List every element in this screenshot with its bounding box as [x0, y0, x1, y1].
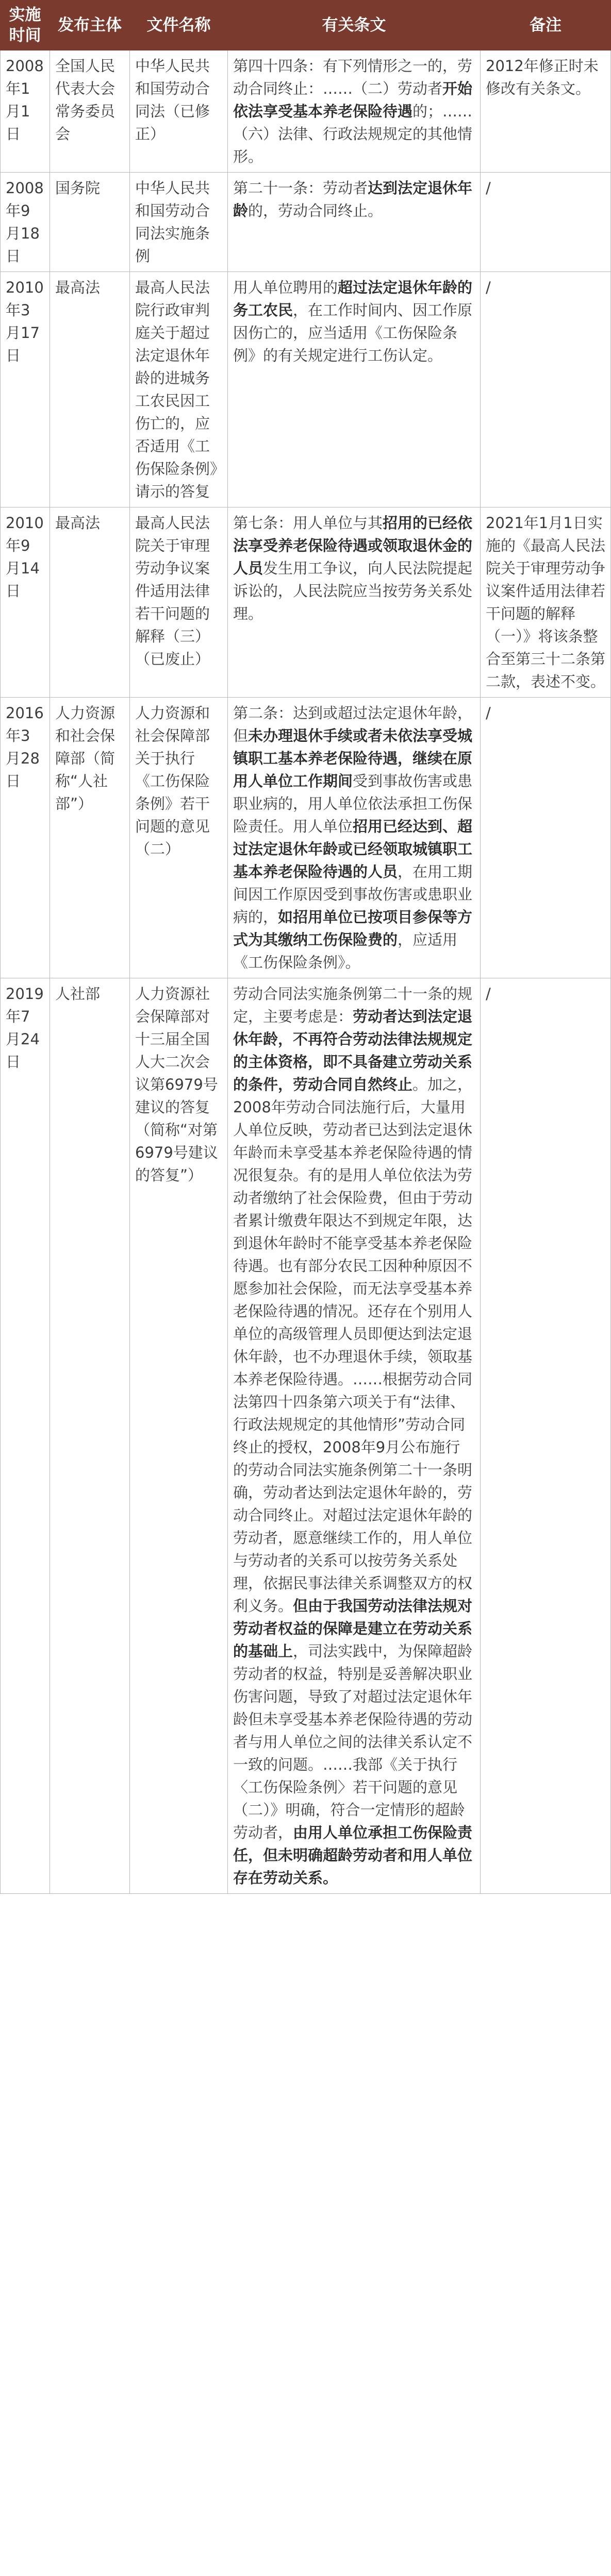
emphasis-text: 如招用单位已按项目参保等方式为其缴纳工伤保险费的	[233, 908, 473, 948]
cell-note: /	[481, 173, 611, 272]
table-row	[1, 507, 611, 698]
emphasis-text: 由用人单位承担工伤保险责任，但未明确超龄劳动者和用人单位存在劳动关系。	[233, 1824, 473, 1887]
cell-text	[228, 50, 481, 173]
cell-doc: 中华人民共和国劳动合同法（已修正）	[130, 50, 228, 173]
emphasis-text: 超过法定退休年龄的务工农民	[233, 279, 473, 319]
cell-date: 2016年3月28日	[1, 698, 50, 978]
cell-note: /	[481, 272, 611, 507]
clause-text: 第四十四条：有下列情形之一的，劳动合同终止：……（二）劳动者	[233, 57, 473, 97]
table-header	[1, 1, 611, 50]
table-body	[1, 50, 611, 1894]
cell-doc: 最高人民法院关于审理劳动争议案件适用法律若干问题的解释（三）（已废止）	[130, 507, 228, 698]
header-date: 实施时间	[1, 1, 50, 50]
cell-date: 2010年3月17日	[1, 272, 50, 507]
cell-issuer: 全国人民代表大会常务委员会	[50, 50, 130, 173]
clause-text: 用人单位聘用的	[233, 279, 338, 296]
clause-text: ，在用工期间因工作原因受到事故伤害或患职业病的，	[233, 863, 473, 926]
clause-text: ，在工作时间内、因工作原因伤亡的，应当适用《工伤保险条例》的有关规定进行工伤认定。	[233, 301, 473, 364]
table-row	[1, 50, 611, 173]
clause-text: 第二条：达到或超过法定退休年龄，但	[233, 704, 473, 744]
clause-text: 发生用工争议，向人民法院提起诉讼的，人民法院应当按劳务关系处理。	[233, 560, 473, 622]
header-text: 有关条文	[228, 1, 481, 50]
table-row	[1, 272, 611, 507]
cell-note: /	[481, 698, 611, 978]
cell-date: 2008年1月1日	[1, 50, 50, 173]
cell-note: /	[481, 978, 611, 1894]
cell-doc: 人力资源和社会保障部关于执行《工伤保险条例》若干问题的意见（二）	[130, 698, 228, 978]
emphasis-text: 达到法定退休年龄	[233, 179, 473, 219]
cell-date: 2008年9月18日	[1, 173, 50, 272]
cell-text	[228, 978, 481, 1894]
header-row	[1, 1, 611, 50]
cell-date: 2019年7月24日	[1, 978, 50, 1894]
cell-doc: 人力资源社会保障部对十三届全国人大二次会议第6979号建议的答复（简称“对第6979号建议的答复”）	[130, 978, 228, 1894]
emphasis-text: 招用已经达到、超过法定退休年龄或已经领取城镇职工基本养老保险待遇的人员	[233, 818, 473, 880]
cell-doc: 最高人民法院行政审判庭关于超过法定退休年龄的进城务工农民因工伤亡的，应否适用《工伤保险条例》请示的答复	[130, 272, 228, 507]
clause-text: 。加之，2008年劳动合同法施行后，大量用人单位反映，劳动者已达到法定退休年龄而未享受基本养老保险待遇的情况很复杂。有的是用人单位依法为劳动者缴纳了社会保险费，但由于劳动者累计缴费年限达不到规定年限，达到退休年龄时不能享受基本养老保险待遇。也有部分农民工因种种原因不愿参加社会保险，而无法享受基本养老保险待遇的情况。还存在个别用人单位的高级管理人员即便达到法定退休年龄，也不办理退休手续，领取基本养老保险待遇。……根据劳动合同法第四十四条第六项关于有“法律、行政法规规定的其他情形”劳动合同终止的授权，2008年9月公布施行的劳动合同法实施条例第二十一条明确，劳动者达到法定退休年龄的，劳动合同终止。对超过法定退休年龄的劳动者，愿意继续工作的，用人单位与劳动者的关系可以按劳务关系处理，依据民事法律关系调整双方的权利义务。	[233, 1076, 473, 1615]
cell-note: 2021年1月1日实施的《最高人民法院关于审理劳动争议案件适用法律若干问题的解释（一）》将该条整合至第三十二条第二款，表述不变。	[481, 507, 611, 698]
clause-text: ，应适用《工伤保险条例》。	[233, 931, 458, 971]
clause-text: 的，劳动合同终止。	[248, 202, 383, 219]
clause-text: 的；……（六）法律、行政法规规定的其他情形。	[233, 103, 473, 165]
emphasis-text: 劳动者达到法定退休年龄，不再符合劳动法律法规规定的主体资格，即不具备建立劳动关系的条件，劳动合同自然终止	[233, 1008, 473, 1093]
emphasis-text: 但由于我国劳动法律法规对劳动者权益的保障是建立在劳动关系的基础上	[233, 1597, 473, 1660]
cell-issuer: 最高法	[50, 272, 130, 507]
cell-text	[228, 507, 481, 698]
header-note: 备注	[481, 1, 611, 50]
cell-issuer: 最高法	[50, 507, 130, 698]
cell-text	[228, 272, 481, 507]
clause-text: 第二十一条：劳动者	[233, 179, 368, 197]
emphasis-text: 未办理退休手续或者未依法享受城镇职工基本养老保险待遇，继续在原用人单位工作期间	[233, 727, 473, 790]
header-doc: 文件名称	[130, 1, 228, 50]
table-row	[1, 978, 611, 1894]
clause-text: ，司法实践中，为保障超龄劳动者的权益，特别是妥善解决职业伤害问题，导致了对超过法定退休年龄但未享受基本养老保险待遇的劳动者与用人单位之间的法律关系认定不一致的问题。……我部《关于执行〈工伤保险条例〉若干问题的意见（二）》明确，符合一定情形的超龄劳动者，	[233, 1642, 473, 1841]
clause-text: 劳动合同法实施条例第二十一条的规定，主要考虑是：	[233, 985, 473, 1025]
cell-note: 2012年修正时未修改有关条文。	[481, 50, 611, 173]
clause-text: 受到事故伤害或患职业病的，用人单位依法承担工伤保险责任。用人单位	[233, 772, 473, 835]
emphasis-text: 开始依法享受基本养老保险待遇	[233, 80, 473, 120]
clause-text: 第七条：用人单位与其	[233, 514, 383, 532]
cell-text	[228, 698, 481, 978]
cell-issuer: 人社部	[50, 978, 130, 1894]
emphasis-text: 招用的已经依法享受养老保险待遇或领取退休金的人员	[233, 514, 473, 577]
header-issuer: 发布主体	[50, 1, 130, 50]
cell-text	[228, 173, 481, 272]
table-row	[1, 173, 611, 272]
cell-issuer: 国务院	[50, 173, 130, 272]
cell-doc: 中华人民共和国劳动合同法实施条例	[130, 173, 228, 272]
cell-date: 2010年9月14日	[1, 507, 50, 698]
table-row	[1, 698, 611, 978]
cell-issuer: 人力资源和社会保障部（简称“人社部”）	[50, 698, 130, 978]
